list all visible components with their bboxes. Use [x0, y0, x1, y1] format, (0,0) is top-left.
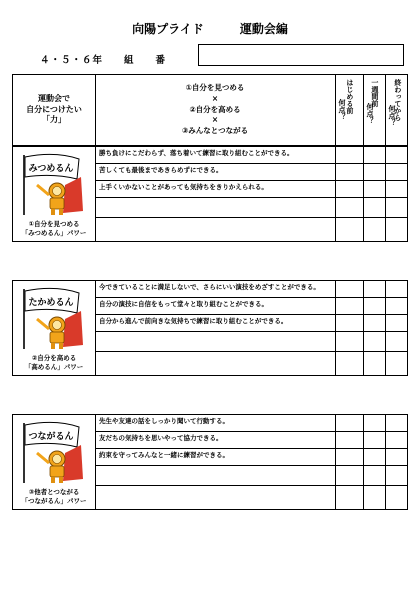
score-before-cell[interactable]: [335, 281, 363, 297]
score-before-cell[interactable]: [335, 432, 363, 448]
score-before-cell[interactable]: [335, 198, 363, 217]
mascot-panel: [13, 415, 95, 509]
times-symbol: ×: [211, 93, 219, 103]
goal-line: ③みんなとつながる: [181, 126, 249, 136]
power-heading: [13, 75, 95, 145]
score-week-cell[interactable]: [363, 449, 385, 465]
score-after-cell[interactable]: [385, 332, 407, 351]
caption-line: 「つながるん」パワー: [21, 496, 87, 505]
score-before-cell[interactable]: [335, 147, 363, 163]
score-week-cell[interactable]: [363, 164, 385, 180]
checklist-row: [95, 466, 407, 486]
score-week-cell[interactable]: [363, 332, 385, 351]
col-question: 何点？: [366, 103, 374, 124]
flag-text: みつめるん: [28, 164, 74, 174]
checklist-row: [95, 486, 407, 509]
score-before-cell[interactable]: [335, 298, 363, 314]
checklist-item-text: 上手くいかないことがあっても気持ちをきりかえられる。: [99, 183, 268, 191]
checklist-item-text: 自分から進んで前向きな気持ちで練習に取り組むことができる。: [99, 317, 288, 325]
page-title: 向陽プライド 運動会編: [132, 22, 288, 36]
mascot-panel: [13, 281, 95, 375]
score-after-cell[interactable]: [385, 449, 407, 465]
caption-line: ③他者とつながる: [28, 488, 80, 497]
checklist-row: [95, 147, 407, 164]
score-before-cell[interactable]: [335, 218, 363, 241]
score-week-cell[interactable]: [363, 315, 385, 331]
caption-line: ②自分を高める: [31, 354, 77, 363]
power-heading-line: 「力」: [42, 115, 66, 125]
score-before-cell[interactable]: [335, 449, 363, 465]
score-after-cell[interactable]: [385, 298, 407, 314]
power-section: [12, 146, 408, 242]
checklist-item-text: 今できていることに満足しないで、さらにいい演技をめざすことができる。: [99, 283, 320, 291]
power-heading-line: 自分につけたい: [26, 104, 82, 114]
score-after-cell[interactable]: [385, 218, 407, 241]
score-week-cell[interactable]: [363, 352, 385, 375]
score-week-cell[interactable]: [363, 415, 385, 431]
score-after-cell[interactable]: [385, 147, 407, 163]
score-after-cell[interactable]: [385, 486, 407, 509]
col-question: 何点？: [388, 105, 396, 126]
score-after-cell[interactable]: [385, 432, 407, 448]
checklist-row: [95, 415, 407, 432]
caption-line: 「みつめるん」パワー: [21, 228, 87, 237]
score-after-cell[interactable]: [385, 164, 407, 180]
score-week-cell[interactable]: [363, 198, 385, 217]
checklist-row: [95, 332, 407, 352]
score-week-cell[interactable]: [363, 147, 385, 163]
mascot-flag-icon: [17, 419, 91, 485]
score-week-cell[interactable]: [363, 181, 385, 197]
checklist-row: [95, 164, 407, 181]
grade-class-number-label: ４・５・６年 組 番: [40, 55, 167, 66]
mascot-flag-icon: [17, 151, 91, 217]
caption-line: ①自分を見つめる: [28, 220, 80, 229]
score-week-cell[interactable]: [363, 486, 385, 509]
power-heading-line: 運動会で: [38, 93, 70, 103]
score-after-cell[interactable]: [385, 198, 407, 217]
score-week-cell[interactable]: [363, 298, 385, 314]
score-before-cell[interactable]: [335, 332, 363, 351]
checklist-row: [95, 298, 407, 315]
checklist-row: [95, 432, 407, 449]
power-caption: [13, 354, 95, 371]
power-section: [12, 414, 408, 510]
times-symbol: ×: [211, 115, 219, 125]
score-week-cell[interactable]: [363, 466, 385, 485]
goal-line: ①自分を見つめる: [185, 82, 245, 92]
col-label: はじめる前: [345, 79, 354, 114]
checklist-item-text: 苦しくても最後まであきらめずにできる。: [99, 166, 223, 174]
flag-text: つながるん: [28, 432, 74, 442]
score-before-cell[interactable]: [335, 486, 363, 509]
checklist-row: [95, 352, 407, 375]
mascot-flag-icon: [17, 285, 91, 351]
power-caption: [13, 488, 95, 505]
col-label: 一週間前: [370, 79, 379, 107]
caption-line: 「高めるん」パワー: [24, 362, 84, 371]
score-after-cell[interactable]: [385, 415, 407, 431]
checklist-item-text: 自分の演技に自信をもって堂々と取り組むことができる。: [99, 300, 268, 308]
col-question: 何点？: [338, 99, 346, 120]
checklist-row: [95, 281, 407, 298]
checklist-row: [95, 449, 407, 466]
checklist-item-text: 先生や友達の話をしっかり聞いて行動する。: [99, 417, 229, 425]
score-after-cell[interactable]: [385, 181, 407, 197]
score-before-cell[interactable]: [335, 352, 363, 375]
checklist-item-text: 勝ち負けにこだわらず、落ち着いて練習に取り組むことができる。: [99, 149, 294, 157]
checklist-item-text: 友だちの気持ちを思いやって協力できる。: [99, 434, 223, 442]
checklist-row: [95, 181, 407, 198]
score-table-header: [12, 74, 408, 146]
checklist-item-text: 約束を守ってみんなと一緒に練習ができる。: [99, 451, 229, 459]
score-before-cell[interactable]: [335, 164, 363, 180]
score-after-cell[interactable]: [385, 466, 407, 485]
flag-text: たかめるん: [28, 298, 74, 308]
score-before-cell[interactable]: [335, 466, 363, 485]
mascot-panel: [13, 147, 95, 241]
score-after-cell[interactable]: [385, 281, 407, 297]
goals-heading: [95, 75, 335, 145]
checklist-row: [95, 218, 407, 241]
checklist-row: [95, 198, 407, 218]
score-before-cell[interactable]: [335, 181, 363, 197]
score-before-cell[interactable]: [335, 315, 363, 331]
power-section: [12, 280, 408, 376]
power-caption: [13, 220, 95, 237]
score-after-cell[interactable]: [385, 352, 407, 375]
score-before-cell[interactable]: [335, 415, 363, 431]
name-field[interactable]: [198, 44, 404, 66]
col-label: 終わってから: [393, 79, 402, 121]
score-after-cell[interactable]: [385, 315, 407, 331]
checklist-row: [95, 315, 407, 332]
score-week-cell[interactable]: [363, 432, 385, 448]
score-week-cell[interactable]: [363, 281, 385, 297]
score-week-cell[interactable]: [363, 218, 385, 241]
goal-line: ②自分を高める: [189, 104, 241, 114]
